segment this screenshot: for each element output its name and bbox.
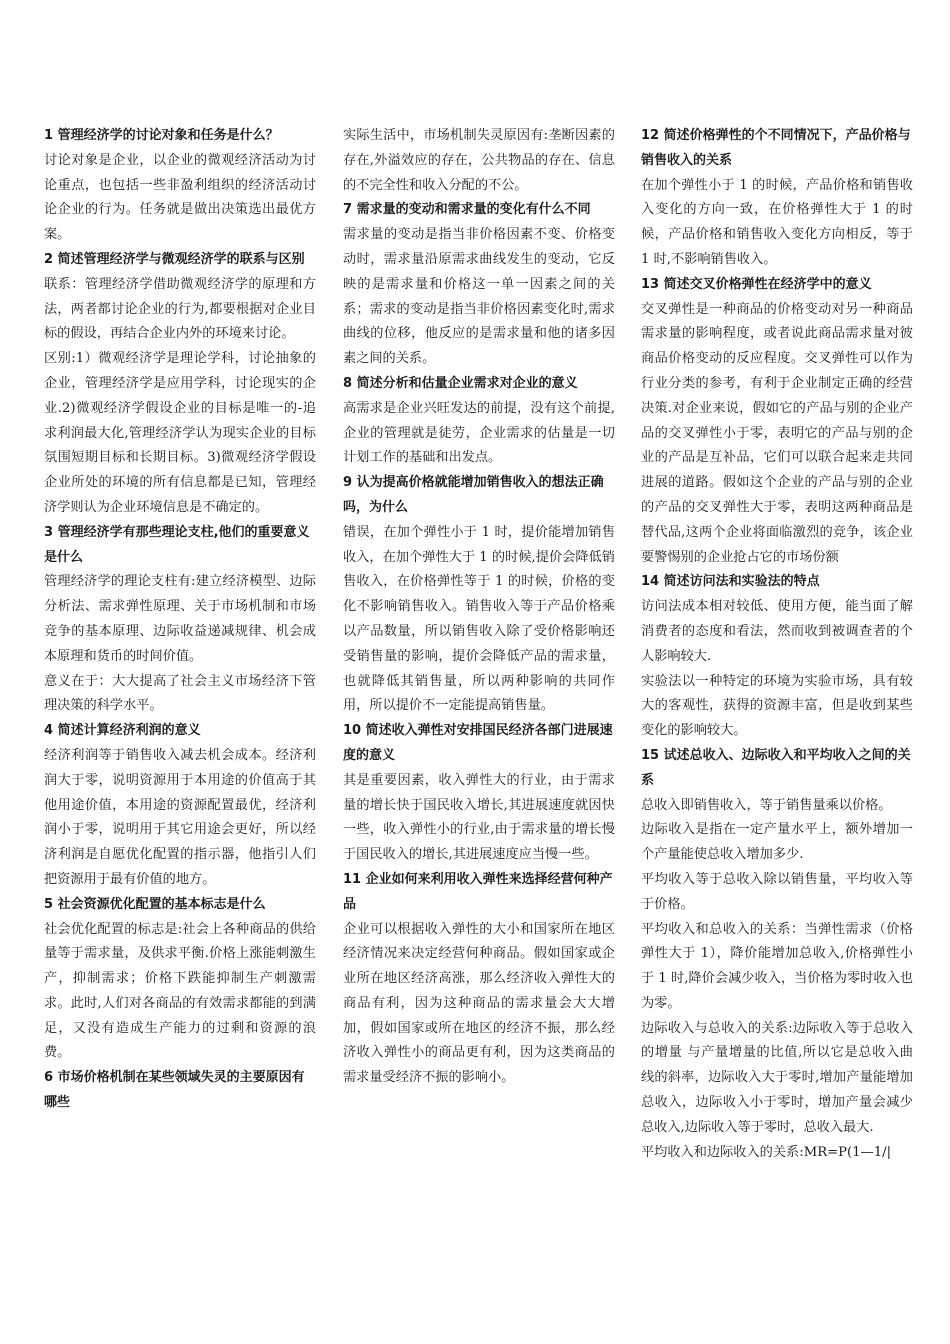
answer-paragraph: 高需求是企业兴旺发达的前提，没有这个前提,企业的管理就是徒劳，企业需求的估量是一切计划工作的基础和出发点。 [343, 400, 615, 466]
answer-paragraph: 意义在于：大大提高了社会主义市场经济下管理决策的科学水平。 [44, 673, 316, 714]
question-heading: 2 简述管理经济学与微观经济学的联系与区别 [44, 251, 305, 267]
answer-paragraph: 实验法以一种特定的环境为实验市场，具有较大的客观性，获得的资源丰富，但是收到某些变化的影响较大。 [641, 673, 913, 739]
answer-paragraph: 访问法成本相对较低、使用方便，能当面了解消费者的态度和看法，然而收到被调查者的个人影响较大. [641, 599, 913, 664]
answer-paragraph: 错误，在加个弹性小于 1 时，提价能增加销售收入，在加个弹性大于 1 的时候,提价会降低销售收入，在价格弹性等于 1 的时候，价格的变化不影响销售收入。销售收入等于产品价格乘以产品数量，所以销售收入除了受价格影响还受销售量的影响，提价会降低产品的需求量，也就降低其销售量，所以两种影响的共同作用，所以提价不一定能提高销售量。 [343, 524, 615, 714]
question-heading: 10 简述收入弹性对安排国民经济各部门进展速度的意义 [343, 723, 613, 763]
answer-paragraph: 联系：管理经济学借助微观经济学的原理和方法，两者都讨论企业的行为,都要根据对企业目标的假设，再结合企业内外的环境来讨论。 [44, 276, 316, 342]
question-heading: 9 认为提高价格就能增加销售收入的想法正确吗，为什么 [343, 475, 604, 515]
answer-paragraph: 边际收入与总收入的关系:边际收入等于总收入的增量 与产量增量的比值,所以它是总收入曲线的斜率，边际收入大于零时,增加产量能增加总收入，边际收入小于零时，增加产量会减少总收入,边际收入等于零时，总收入最大. [641, 1020, 913, 1135]
answer-paragraph: 区别:1）微观经济学是理论学科，讨论抽象的企业，管理经济学是应用学科，讨论现实的企业.2)微观经济学假设企业的目标是唯一的-追求利润最大化,管理经济学认为现实企业的目标氛围短期目标和长期目标。3)微观经济学假设企业所处的环境的所有信息都是已知，管理经济学则认为企业环境信息是不确定的。 [44, 351, 316, 515]
question-heading: 4 简述计算经济利润的意义 [44, 723, 201, 739]
answer-paragraph: 讨论对象是企业，以企业的微观经济活动为讨论重点，也包括一些非盈利组织的经济活动讨论企业的行为。任务就是做出决策选出最优方案。 [44, 152, 316, 243]
question-heading: 15 试述总收入、边际收入和平均收入之间的关系 [641, 747, 911, 788]
answer-paragraph: 在加个弹性小于 1 的时候，产品价格和销售收入变化的方向一致，在价格弹性大于 1 的时候，产品价格和销售收入变化方向相反，等于 1 时,不影响销售收入。 [641, 177, 913, 267]
text-column-1 [44, 124, 316, 1116]
question-heading: 13 简述交叉价格弹性在经济学中的意义 [641, 276, 872, 292]
answer-paragraph: 实际生活中，市场机制失灵原因有:垄断因素的存在,外溢效应的存在，公共物品的存在、信息的不完全性和收入分配的不公。 [343, 128, 615, 193]
answer-paragraph: 总收入即销售收入，等于销售量乘以价格。 [641, 797, 892, 813]
question-heading: 6 市场价格机制在某些领域失灵的主要原因有哪些 [44, 1070, 305, 1111]
answer-paragraph: 交叉弹性是一种商品的价格变动对另一种商品需求量的影响程度，或者说此商品需求量对彼商品价格变动的反应程度。交叉弹性可以作为行业分类的参考，有利于企业制定正确的经营决策.对企业来说，假如它的产品与别的企业产品的交叉弹性小于零，表明它的产品与别的企业的产品是互补品，它们可以联合起来走共同进展的道路。假如这个企业的产品与别的企业的产品的交叉弹性大于零，表明这两种商品是替代品,这两个企业将面临激烈的竞争，该企业要警惕别的企业抢占它的市场份额 [641, 301, 913, 565]
question-heading: 1 管理经济学的讨论对象和任务是什么？ [44, 128, 279, 143]
question-heading: 11 企业如何来利用收入弹性来选择经营何种产品 [343, 871, 613, 912]
question-heading: 8 简述分析和估量企业需求对企业的意义 [343, 375, 578, 391]
answer-paragraph: 平均收入和边际收入的关系:MR=P(1—1/| [641, 1144, 892, 1160]
answer-paragraph: 平均收入等于总收入除以销售量，平均收入等于价格。 [641, 871, 913, 912]
answer-paragraph: 经济利润等于销售收入减去机会成本。经济利润大于零，说明资源用于本用途的价值高于其他用途价值，本用途的资源配置最优，经济利润小于零，说明用于其它用途会更好，所以经济利润是自愿优化配置的指示器，他指引人们把资源用于最有价值的地方。 [44, 747, 316, 887]
answer-paragraph: 管理经济学的理论支柱有:建立经济模型、边际分析法、需求弹性原理、关于市场机制和市场竞争的基本原理、边际收益递减规律、机会成本原理和货币的时间价值。 [44, 574, 316, 664]
answer-paragraph: 需求量的变动是指当非价格因素不变、价格变动时，需求量沿原需求曲线发生的变动，它反映的是需求量和价格这一单一因素之间的关系；需求的变动是指当非价格因素变化时,需求曲线的位移，他反应的是需求量和他的诸多因素之间的关系。 [343, 227, 615, 367]
answer-paragraph: 社会优化配置的标志是:社会上各种商品的供给量等于需求量，及供求平衡.价格上涨能刺激生产，抑制需求；价格下跌能抑制生产刺激需求。此时,人们对各商品的有效需求都能的到满足，又没有造成生产能力的过剩和资源的浪费。 [44, 921, 316, 1061]
answer-paragraph: 平均收入和总收入的关系：当弹性需求（价格弹性大于 1），降价能增加总收入,价格弹性小于 1 时,降价会减少收入，当价格为零时收入也为零。 [641, 921, 913, 1011]
question-heading: 3 管理经济学有那些理论支柱,他们的重要意义是什么 [44, 524, 310, 565]
text-column-2 [343, 124, 615, 1091]
answer-paragraph: 企业可以根据收入弹性的大小和国家所在地区经济情况来决定经营何种商品。假如国家或企业所在地区经济高涨，那么经济收入弹性大的商品有利，因为这种商品的需求量会大大增加，假如国家或所在地区的经济不振，那么经济收入弹性小的商品更有利，因为这类商品的需求量受经济不振的影响小。 [343, 921, 615, 1086]
answer-paragraph: 边际收入是指在一定产量水平上，额外增加一个产量能使总收入增加多少. [641, 822, 913, 863]
text-column-3 [641, 124, 913, 1165]
question-heading: 5 社会资源优化配置的基本标志是什么 [44, 896, 266, 912]
question-heading: 12 简述价格弹性的个不同情况下，产品价格与销售收入的关系 [641, 128, 911, 168]
question-heading: 7 需求量的变动和需求量的变化有什么不同 [343, 202, 591, 218]
question-heading: 14 简述访问法和实验法的特点 [641, 574, 820, 590]
answer-paragraph: 其是重要因素，收入弹性大的行业，由于需求量的增长快于国民收入增长,其进展速度就因快一些，收入弹性小的行业,由于需求量的增长慢于国民收入的增长,其进展速度应当慢一些。 [343, 772, 615, 863]
